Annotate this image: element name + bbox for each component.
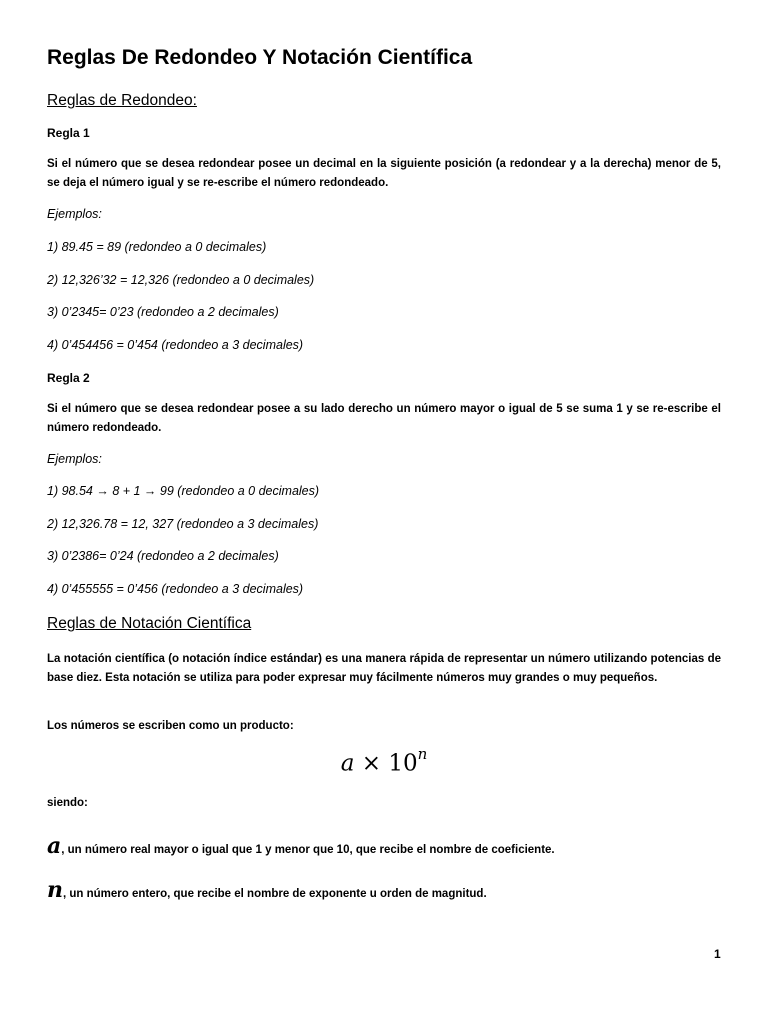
exponent-symbol: n <box>47 877 63 903</box>
scientific-heading: Reglas de Notación Científica <box>47 615 252 632</box>
rule1-label: Regla 1 <box>47 126 90 140</box>
product-text: Los números se escriben como un producto: <box>47 720 294 732</box>
rule2-text: Si el número que se desea redondear posee a su lado derecho un número mayor o igual de 5 se suma 1 y se re-escribe el número redondeado. <box>47 403 721 434</box>
rule2-examples-label: Ejemplos: <box>47 452 102 466</box>
document-page <box>47 0 721 1024</box>
coefficient-symbol: a <box>47 833 62 859</box>
coefficient-description: , un número real mayor o igual que 1 y menor que 10, que recibe el nombre de coeficiente. <box>61 844 555 856</box>
rule2-example: 2) 12,326.78 = 12, 327 (redondeo a 3 decimales) <box>47 517 319 531</box>
rule2-example: 4) 0’455555 = 0’456 (redondeo a 3 decimales) <box>47 582 304 596</box>
page-number: 1 <box>714 947 721 961</box>
exponent-description: , un número entero, que recibe el nombre de exponente u orden de magnitud. <box>63 888 487 900</box>
rounding-heading: Reglas de Redondeo: <box>47 92 197 109</box>
definition-exponent <box>47 877 487 903</box>
rule1-example: 4) 0’454456 = 0’454 (redondeo a 3 decimales) <box>47 338 304 352</box>
definition-coefficient <box>47 833 555 859</box>
rule1-example: 1) 89.45 = 89 (redondeo a 0 decimales) <box>47 240 267 254</box>
formula-exponent: n <box>417 745 428 763</box>
rule1-example: 2) 12,326’32 = 12,326 (redondeo a 0 decimales) <box>47 273 315 287</box>
rule2-example: 3) 0’2386= 0’24 (redondeo a 2 decimales) <box>47 549 279 563</box>
scientific-intro: La notación científica (o notación índice estándar) es una manera rápida de representar un número utilizando potencias de base diez. Esta notación se utiliza para poder expresar muy fácilmente números muy grandes o muy pequeños. <box>47 653 721 684</box>
siendo-label: siendo: <box>47 797 88 809</box>
document-title: Reglas De Redondeo Y Notación Científica <box>47 46 473 69</box>
rule1-examples-label: Ejemplos: <box>47 207 102 221</box>
rule1-example: 3) 0’2345= 0’23 (redondeo a 2 decimales) <box>47 305 279 319</box>
scientific-formula <box>47 745 721 777</box>
formula-coefficient: a <box>340 750 355 777</box>
rule2-example: 1) 98.54 → 8 + 1 → 99 (redondeo a 0 decimales) <box>47 484 320 498</box>
rule1-text: Si el número que se desea redondear posee un decimal en la siguiente posición (a redondear y a la derecha) menor de 5, se deja el número igual y se re-escribe el número redondeado. <box>47 158 721 189</box>
rule2-label: Regla 2 <box>47 371 90 385</box>
formula-times-ten: × 10 <box>361 750 418 777</box>
